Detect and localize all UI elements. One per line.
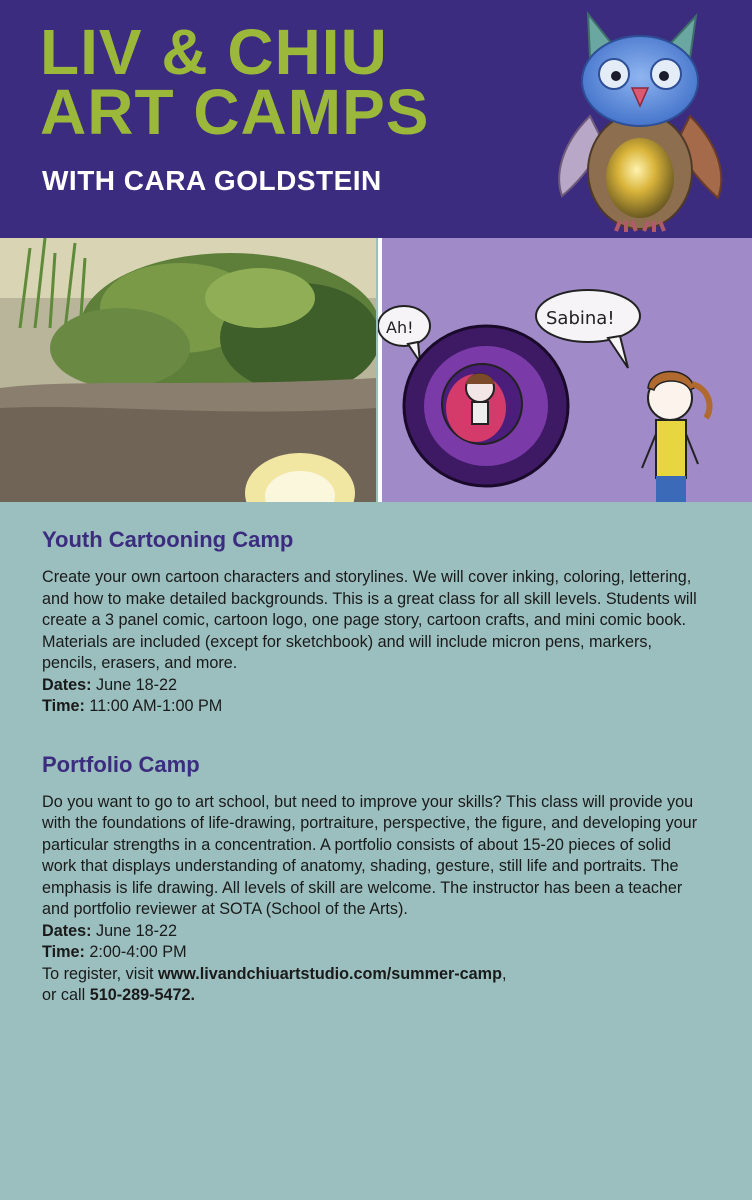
dates-label: Dates: [42, 921, 92, 940]
page-title [40, 16, 430, 148]
youth-camp-time [42, 696, 702, 718]
time-label: Time: [42, 697, 85, 715]
portfolio-camp-heading: Portfolio Camp [42, 751, 200, 777]
title-line-2: ART CAMPS [40, 76, 430, 148]
dates-label: Dates: [42, 675, 92, 694]
youth-cartooning-section [42, 527, 702, 718]
portfolio-camp-description: Do you want to go to art school, but need to improve your skills? This class will provide you with the foundations of life-drawing, portraiture, perspective, the figure, and developing your particular strengths in a concentration. A portfolio consists of about 15-20 pieces of solid work that displays understanding of anatomy, shading, gesture, still life and portraits. The emphasis is life drawing. All levels of skill are welcome. The instructor has been a teacher and portfolio reviewer at SOTA (School of the Arts). [42, 792, 698, 918]
time-value: 11:00 AM-1:00 PM [84, 697, 223, 715]
owl-illustration [550, 6, 730, 234]
portfolio-camp-time [42, 942, 702, 964]
landscape-drawing [0, 238, 376, 502]
page-subtitle: WITH CARA GOLDSTEIN [42, 165, 382, 196]
speech-bubble-sabina: Sabina! [546, 308, 615, 329]
youth-camp-heading: Youth Cartooning Camp [42, 527, 294, 552]
register-text: To register, visit [42, 964, 159, 983]
main-content [42, 527, 702, 1007]
youth-camp-dates [42, 675, 702, 697]
header-banner [0, 0, 752, 238]
dates-value: June 18-22 [91, 675, 177, 694]
phone-number[interactable]: 510-289-5472. [89, 986, 195, 1004]
portfolio-camp-section [42, 752, 702, 964]
dates-value: June 18-22 [91, 921, 177, 940]
register-comma: , [501, 964, 507, 983]
portfolio-camp-dates [42, 921, 702, 943]
title-line-1: LIV & CHIU [40, 16, 388, 88]
artwork-photos [0, 238, 752, 502]
registration-info [42, 964, 702, 1007]
speech-bubble-ah: Ah! [386, 318, 414, 337]
cartoon-drawing [378, 238, 752, 502]
youth-camp-description: Create your own cartoon characters and storylines. We will cover inking, coloring, lettering, and how to make detailed backgrounds. This is a great class for all skill levels. Students will create a 3 panel comic, cartoon logo, one page story, cartoon crafts, and mini comic book. Materials are included (except for sketchbook) and will include micron pens, markers, pencils, erasers, and more. [42, 568, 697, 672]
register-url-link[interactable]: www.livandchiuartstudio.com/summer-camp [158, 964, 502, 983]
time-value: 2:00-4:00 PM [84, 943, 187, 961]
time-label: Time: [42, 943, 85, 961]
call-text: or call [42, 986, 90, 1004]
